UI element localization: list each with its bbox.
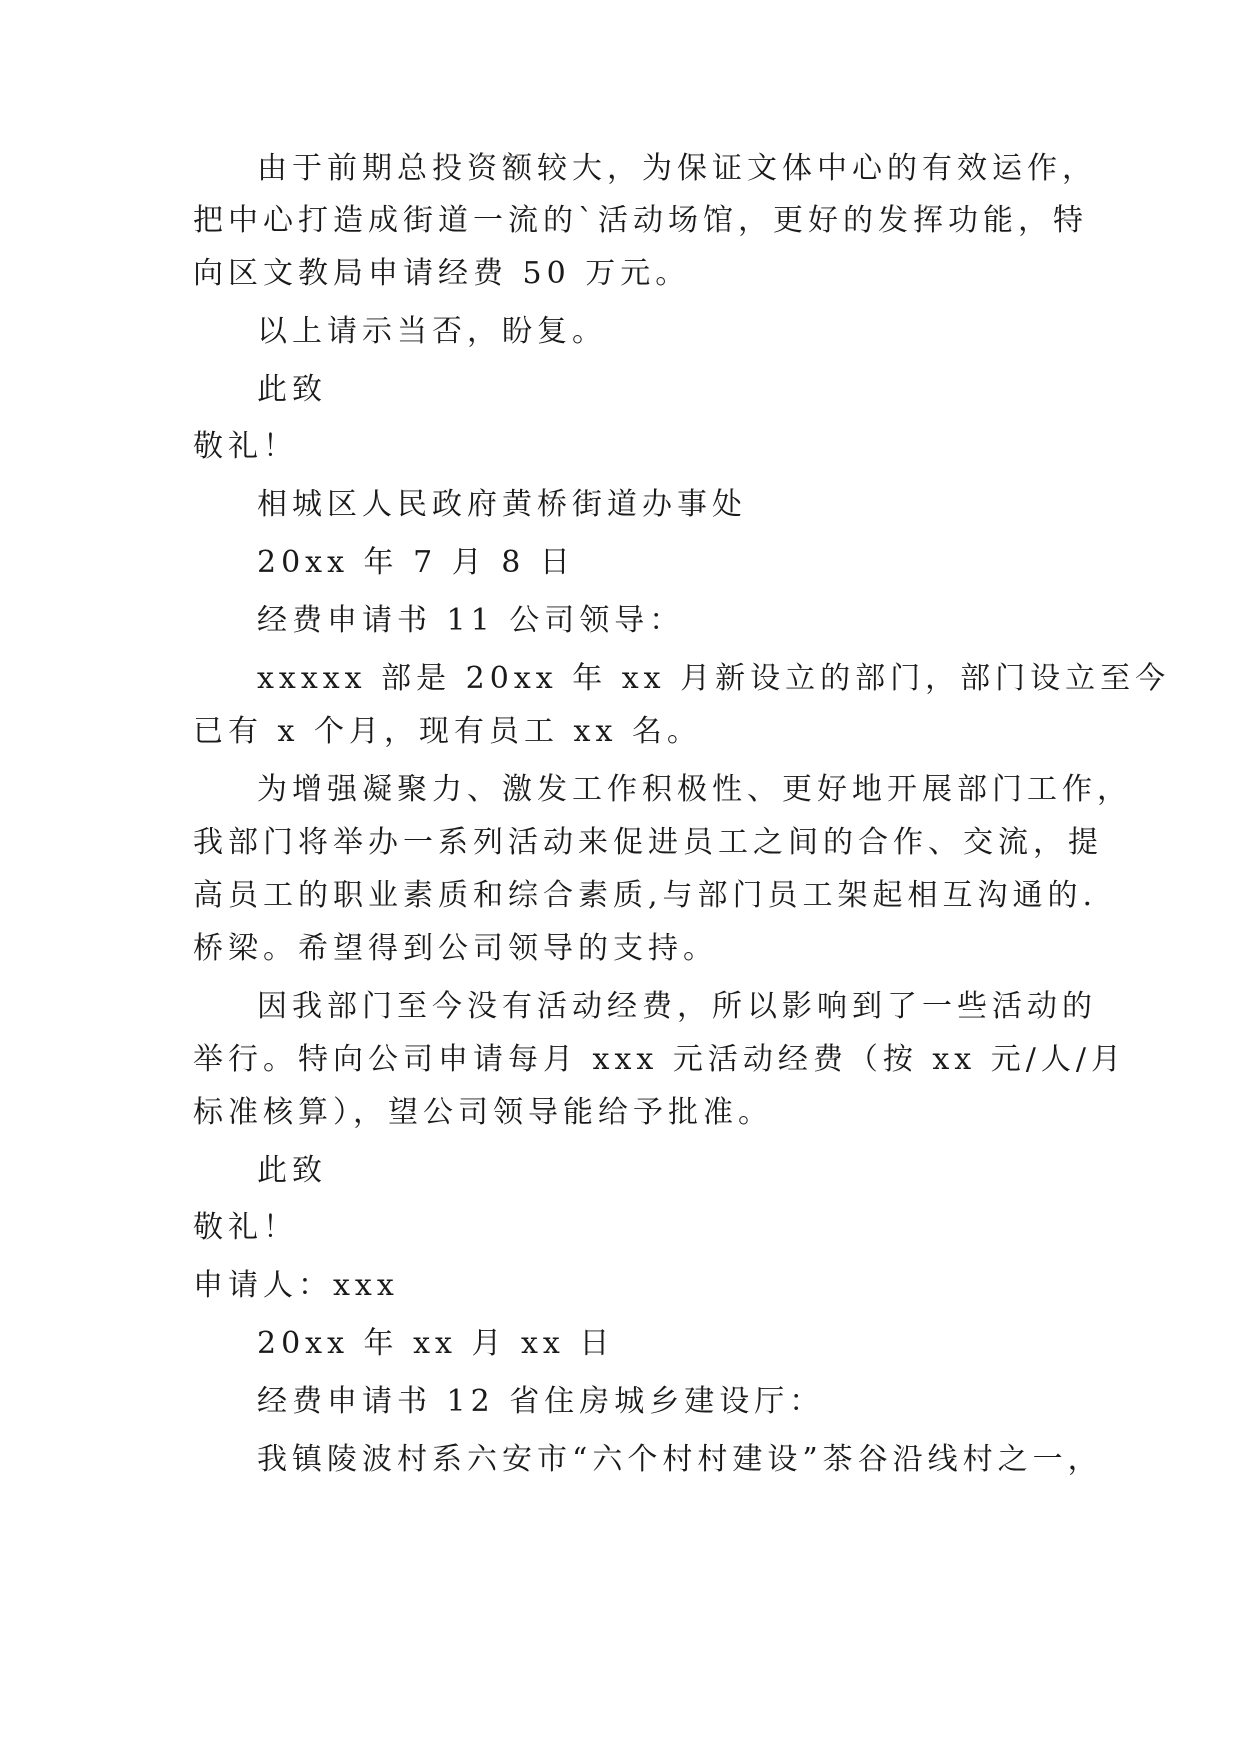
text-line: 标准核算），望公司领导能给予批准。 [193,1095,773,1130]
text-line: 向区文教局申请经费 50 万元。 [193,256,691,291]
text-line: 由于前期总投资额较大，为保证文体中心的有效运作， [257,151,1097,186]
text-line: 敬礼！ [193,429,298,464]
text-line: 20xx 年 7 月 8 日 [257,545,575,580]
text-line: 此致 [257,372,327,407]
text-line: 20xx 年 xx 月 xx 日 [257,1326,615,1361]
text-line: 经费申请书 11 公司领导： [257,603,685,638]
text-line: 经费申请书 12 省住房城乡建设厅： [257,1384,825,1419]
text-line: 为增强凝聚力、激发工作积极性、更好地开展部门工作， [257,772,1132,807]
text-line: 此致 [257,1153,327,1188]
text-line: 高员工的职业素质和综合素质,与部门员工架起相互沟通的. [193,878,1098,913]
text-line: 敬礼！ [193,1210,298,1245]
text-line: 桥梁。希望得到公司领导的支持。 [193,931,718,966]
text-line: 因我部门至今没有活动经费，所以影响到了一些活动的 [257,989,1097,1024]
text-line: 申请人：xxx [193,1268,399,1303]
text-line: 以上请示当否，盼复。 [257,314,607,349]
text-line: 我镇陵波村系六安市“六个村村建设”茶谷沿线村之一， [257,1442,1103,1477]
text-line: 把中心打造成街道一流的`活动场馆，更好的发挥功能，特 [193,203,1088,238]
text-line: 我部门将举办一系列活动来促进员工之间的合作、交流，提 [193,825,1103,860]
text-line: 相城区人民政府黄桥街道办事处 [257,487,747,522]
text-line: 举行。特向公司申请每月 xxx 元活动经费（按 xx 元/人/月 [193,1042,1126,1077]
text-line: xxxxx 部是 20xx 年 xx 月新设立的部门，部门设立至今 [257,661,1171,696]
text-line: 已有 x 个月，现有员工 xx 名。 [193,714,702,749]
